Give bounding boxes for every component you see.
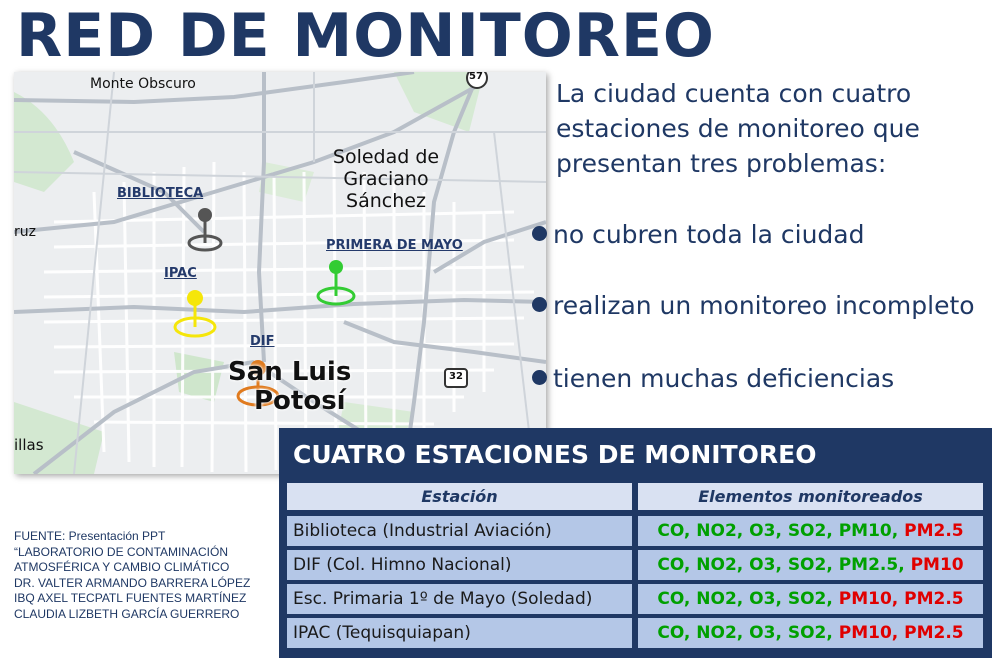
elements-missing: PM10, PM2.5 bbox=[838, 623, 964, 643]
station-label-dif[interactable]: DIF bbox=[250, 334, 275, 349]
highway-32-label: 32 bbox=[449, 371, 463, 382]
bullet-dot-icon bbox=[532, 370, 547, 385]
elements-missing: PM10 bbox=[910, 555, 964, 575]
table-cell-station: DIF (Col. Himno Nacional) bbox=[287, 550, 632, 580]
table-cell-station: Biblioteca (Industrial Aviación) bbox=[287, 516, 632, 546]
table-cell-station: Esc. Primaria 1º de Mayo (Soledad) bbox=[287, 584, 632, 614]
elements-monitored: CO, NO2, O3, SO2, bbox=[657, 589, 839, 609]
column-header-elements: Elementos monitoreados bbox=[638, 483, 983, 510]
city-label-line2: Potosí bbox=[254, 386, 346, 416]
station-label-primera-de-mayo[interactable]: PRIMERA DE MAYO bbox=[326, 238, 463, 253]
problem-bullet bbox=[532, 364, 894, 393]
column-header-station: Estación bbox=[287, 483, 632, 510]
elements-monitored: CO, NO2, O3, SO2, PM10, bbox=[657, 521, 905, 541]
problem-text: no cubren toda la ciudad bbox=[553, 220, 865, 249]
source-line: ATMOSFÉRICA Y CAMBIO CLIMÁTICO bbox=[14, 560, 230, 574]
problem-text: realizan un monitoreo incompleto bbox=[553, 291, 975, 320]
problem-bullet bbox=[532, 291, 975, 320]
table-cell-elements bbox=[638, 584, 983, 614]
soledad-label-line3: Sánchez bbox=[346, 190, 426, 212]
source-citation bbox=[14, 529, 250, 622]
bullet-dot-icon bbox=[532, 226, 547, 241]
station-label-biblioteca[interactable]: BIBLIOTECA bbox=[117, 186, 204, 201]
problem-bullet bbox=[532, 220, 865, 249]
city-label-line1: San Luis bbox=[228, 357, 352, 387]
station-label-ipac[interactable]: IPAC bbox=[164, 266, 197, 281]
elements-monitored: CO, NO2, O3, SO2, bbox=[657, 623, 839, 643]
source-line: FUENTE: Presentación PPT bbox=[14, 529, 166, 543]
source-line: IBQ AXEL TECPATL FUENTES MARTÍNEZ bbox=[14, 591, 247, 605]
page-title: RED DE MONITOREO bbox=[16, 1, 715, 71]
illas-label: illas bbox=[14, 436, 44, 454]
bullet-dot-icon bbox=[532, 297, 547, 312]
table-cell-station: IPAC (Tequisquiapan) bbox=[287, 618, 632, 648]
highway-57-label: 57 bbox=[469, 72, 483, 82]
table-cell-elements bbox=[638, 516, 983, 546]
city-label bbox=[228, 358, 351, 416]
elements-monitored: CO, NO2, O3, SO2, PM2.5, bbox=[657, 555, 911, 575]
table-title: CUATRO ESTACIONES DE MONITOREO bbox=[293, 440, 817, 469]
table-cell-elements bbox=[638, 550, 983, 580]
soledad-label-line1: Soledad de bbox=[332, 146, 440, 168]
source-line: “LABORATORIO DE CONTAMINACIÓN bbox=[14, 544, 229, 559]
city-map[interactable] bbox=[14, 72, 546, 474]
source-line: CLAUDIA LIZBETH GARCÍA GUERRERO bbox=[14, 606, 240, 621]
soledad-label-line2: Graciano bbox=[343, 168, 429, 190]
soledad-label bbox=[326, 146, 446, 212]
monte-obscuro-label: Monte Obscuro bbox=[90, 76, 196, 92]
elements-missing: PM2.5 bbox=[904, 521, 964, 541]
table-cell-elements bbox=[638, 618, 983, 648]
source-line: DR. VALTER ARMANDO BARRERA LÓPEZ bbox=[14, 575, 251, 590]
intro-text: La ciudad cuenta con cuatro estaciones de monitoreo que presentan tres problemas: bbox=[556, 79, 920, 178]
stations-table bbox=[279, 428, 992, 658]
problem-text: tienen muchas deficiencias bbox=[553, 364, 895, 393]
ruz-label: ruz bbox=[14, 224, 36, 240]
elements-missing: PM10, PM2.5 bbox=[838, 589, 964, 609]
